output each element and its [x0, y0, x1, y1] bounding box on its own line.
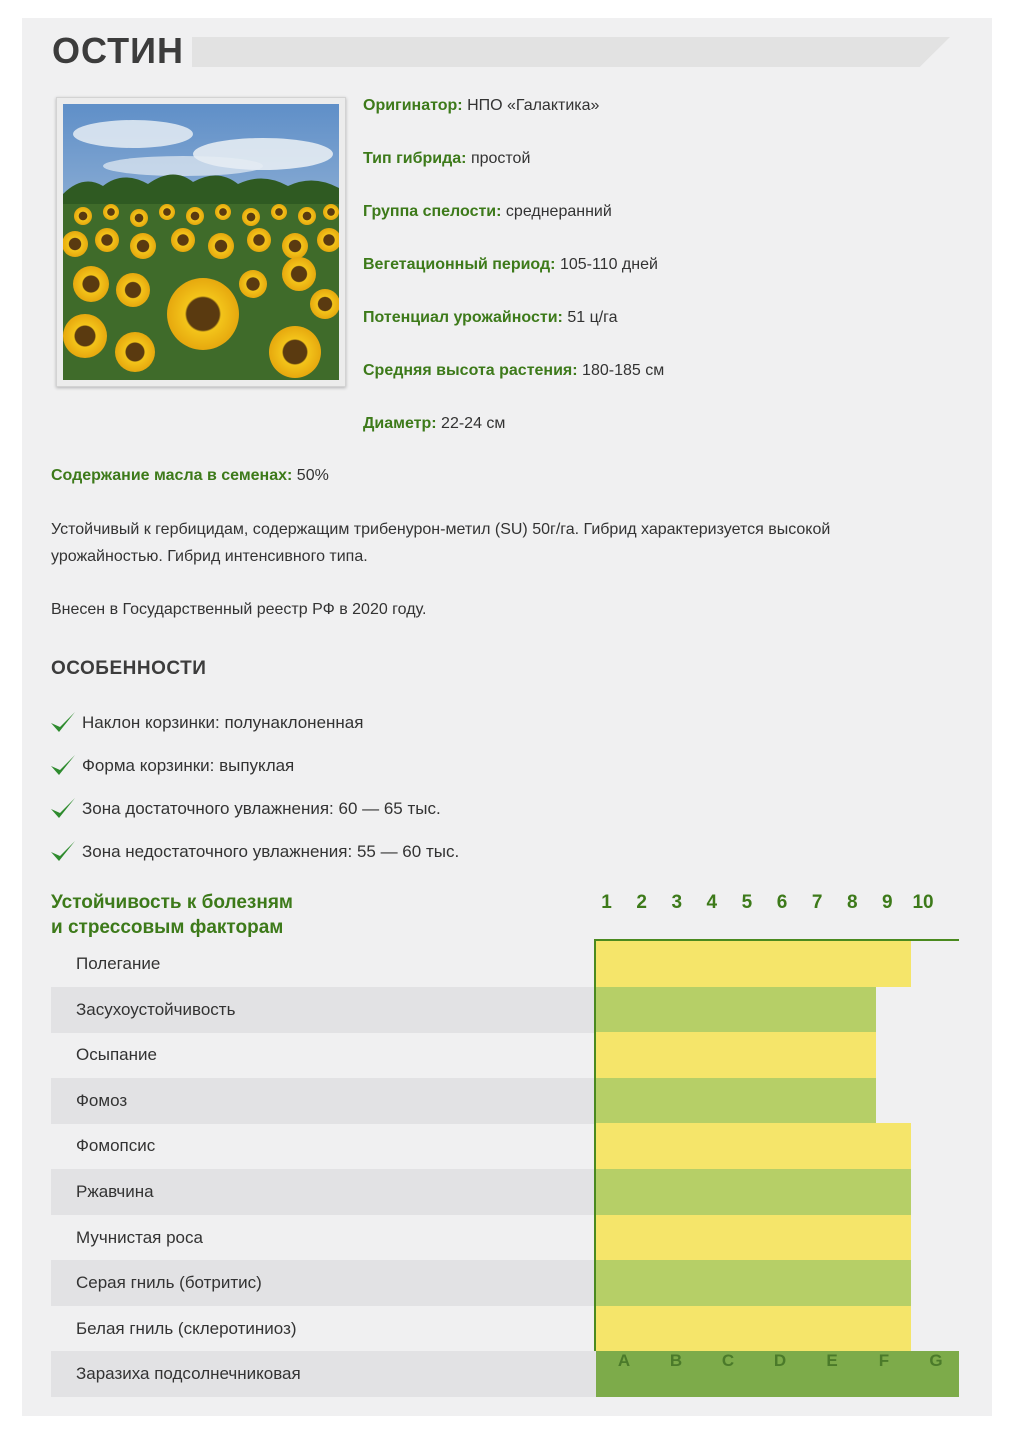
resistance-score-bar [596, 1078, 876, 1124]
spec-yield-potential: Потенциал урожайности: 51 ц/га [363, 309, 618, 326]
checkmark-icon [50, 753, 76, 777]
title-decor-bar [192, 37, 950, 67]
scale-tick-label: 7 [811, 892, 823, 913]
spec-oil-content: Содержание масла в семенах: 50% [51, 467, 329, 484]
checkmark-icon [50, 839, 76, 863]
resistance-score-bar [596, 1169, 911, 1215]
product-card [22, 18, 992, 1416]
resistance-row-label: Засухоустойчивость [76, 1000, 236, 1019]
race-label: F [878, 1351, 890, 1370]
resistance-row [51, 1078, 596, 1124]
scale-tick-label: 6 [776, 892, 788, 913]
scale-tick-label: 9 [882, 892, 893, 913]
spec-maturity-group: Группа спелости: среднеранний [363, 203, 612, 220]
sunflower-field-image [63, 104, 339, 380]
resistance-score-bar [596, 941, 911, 987]
resistance-row-label: Серая гниль (ботритис) [76, 1273, 262, 1292]
feature-item: Наклон корзинки: полунаклоненная [50, 710, 363, 734]
race-label: A [617, 1351, 631, 1370]
resistance-score-bar [596, 987, 876, 1033]
resistance-row-label: Фомопсис [76, 1136, 156, 1155]
resistance-row [51, 1260, 596, 1306]
spec-diameter: Диаметр: 22-24 см [363, 415, 506, 432]
scale-tick-label: 10 [912, 892, 934, 913]
scale-tick-label: 5 [741, 892, 753, 913]
resistance-row-label: Осыпание [76, 1045, 157, 1064]
race-label: B [669, 1351, 683, 1370]
scale-tick-label: 1 [601, 892, 612, 913]
feature-item: Зона достаточного увлажнения: 60 — 65 тыс. [50, 796, 441, 820]
scale-tick-label: 2 [636, 892, 647, 913]
scale-tick-label: 4 [706, 892, 718, 913]
checkmark-icon [50, 710, 76, 734]
spec-hybrid-type: Тип гибрида: простой [363, 150, 531, 167]
feature-item: Форма корзинки: выпуклая [50, 753, 294, 777]
resistance-row-label: Полегание [76, 954, 161, 973]
broomrape-races-bar [596, 1351, 959, 1397]
resistance-row [51, 1032, 596, 1078]
race-label: E [826, 1351, 838, 1370]
race-label: D [773, 1351, 787, 1370]
resistance-row-label: Мучнистая роса [76, 1228, 203, 1247]
scale-tick-label: 8 [846, 892, 858, 913]
resistance-row [51, 1306, 596, 1352]
resistance-row [51, 987, 596, 1033]
resistance-score-bar [596, 1260, 911, 1306]
spec-plant-height: Средняя высота растения: 180-185 см [363, 362, 665, 379]
product-photo [56, 97, 346, 387]
resistance-row-label: Белая гниль (склеротиниоз) [76, 1319, 297, 1338]
title-block [52, 30, 952, 71]
race-label: G [929, 1351, 943, 1370]
feature-item: Зона недостаточного увлажнения: 55 — 60 тыс. [50, 839, 459, 863]
page-title: ОСТИН [52, 32, 188, 70]
description-paragraph: Устойчивый к гербицидам, содержащим трибенурон-метил (SU) 50г/га. Гибрид характеризуется высокой урожайностью. Гибрид интенсивного типа. [51, 521, 831, 565]
chart-top-axis [594, 939, 959, 941]
resistance-score-bar [596, 1123, 911, 1169]
resistance-heading: Устойчивость к болезням и стрессовым факторам [51, 892, 293, 938]
resistance-row [51, 941, 596, 987]
resistance-row-label: Ржавчина [76, 1182, 154, 1201]
resistance-score-bar [596, 1032, 876, 1078]
broomrape-row: Заразиха подсолнечниковая [51, 1351, 596, 1397]
spec-vegetation-period: Вегетационный период: 105-110 дней [363, 256, 658, 273]
resistance-row [51, 1215, 596, 1261]
chart-left-axis [594, 939, 596, 1397]
race-label: C [721, 1351, 735, 1370]
registry-paragraph: Внесен в Государственный реестр РФ в 2020 году. [51, 601, 427, 618]
resistance-score-bar [596, 1215, 911, 1261]
checkmark-icon [50, 796, 76, 820]
resistance-row-label: Фомоз [76, 1091, 128, 1110]
features-heading: ОСОБЕННОСТИ [51, 658, 207, 679]
resistance-row [51, 1123, 596, 1169]
scale-tick-label: 3 [671, 892, 683, 913]
resistance-row [51, 1169, 596, 1215]
spec-originator: Оригинатор: НПО «Галактика» [363, 97, 600, 114]
resistance-score-bar [596, 1306, 911, 1352]
